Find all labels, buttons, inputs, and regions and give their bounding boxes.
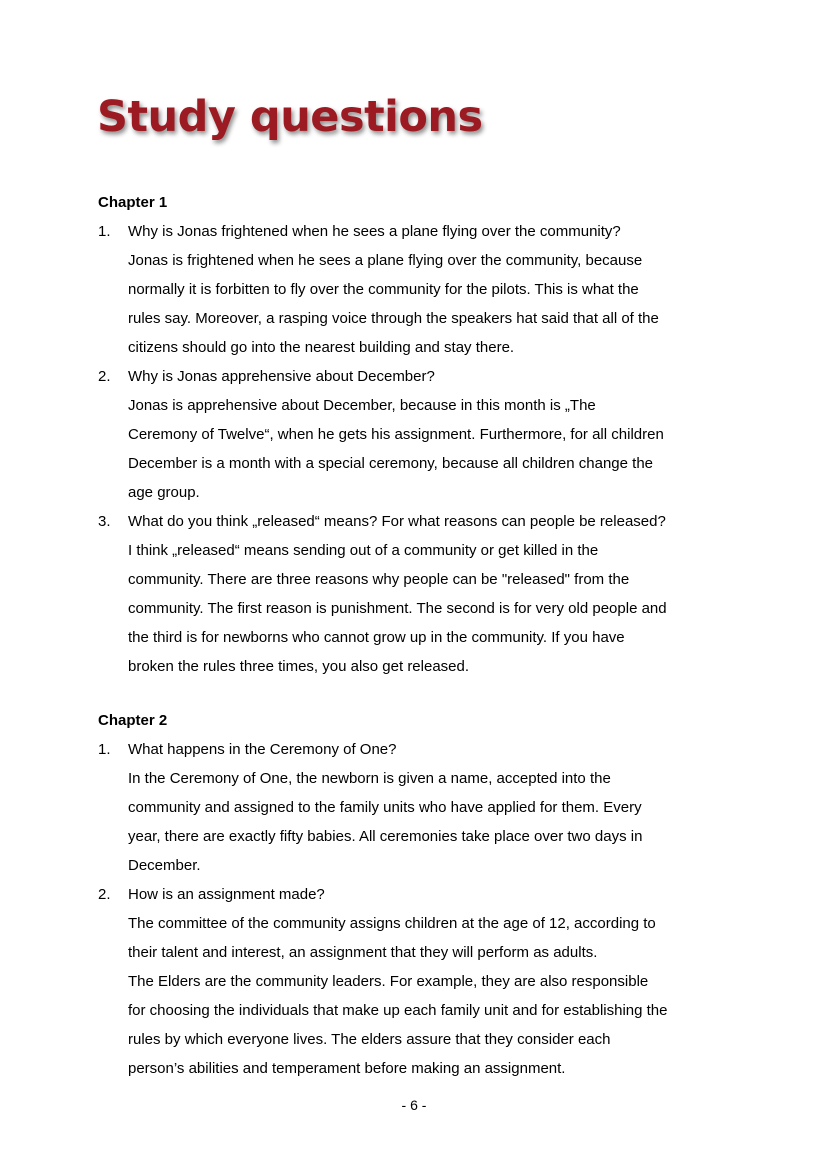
answer-line: December is a month with a special ceremony, because all children change the	[128, 455, 653, 472]
answer-line: broken the rules three times, you also get released.	[128, 658, 470, 675]
question-text: How is an assignment made?	[128, 886, 325, 903]
answer-line: Jonas is frightened when he sees a plane flying over the community, because	[128, 252, 643, 269]
question-item	[98, 507, 738, 681]
answer-line: The Elders are the community leaders. For example, they are also responsible	[128, 973, 649, 990]
question-text: Why is Jonas frightened when he sees a plane flying over the community?	[128, 223, 621, 240]
answer-line: The committee of the community assigns children at the age of 12, according to	[128, 915, 656, 932]
answer-line: Ceremony of Twelve“, when he gets his assignment. Furthermore, for all children	[128, 426, 664, 443]
answer-line: year, there are exactly fifty babies. All ceremonies take place over two days in	[128, 828, 643, 845]
answer-line: rules say. Moreover, a rasping voice through the speakers hat said that all of the	[128, 310, 659, 327]
page-title: Study questions	[97, 92, 483, 142]
answer-line: December.	[128, 857, 201, 874]
question-item	[98, 880, 738, 1083]
chapter-section-2	[98, 706, 738, 1083]
answer-line: their talent and interest, an assignment that they will perform as adults.	[128, 944, 598, 961]
answer-line: citizens should go into the nearest building and stay there.	[128, 339, 515, 356]
answer-line: for choosing the individuals that make up each family unit and for establishing the	[128, 1002, 668, 1019]
answer-line: age group.	[128, 484, 200, 501]
question-item	[98, 217, 738, 362]
question-text: What do you think „released“ means? For what reasons can people be released?	[128, 513, 666, 530]
question-number: 2.	[98, 368, 111, 385]
answer-line: rules by which everyone lives. The elders assure that they consider each	[128, 1031, 611, 1048]
answer-line: I think „released“ means sending out of a community or get killed in the	[128, 542, 599, 559]
answer-line: community. There are three reasons why people can be "released" from the	[128, 571, 630, 588]
question-number: 3.	[98, 513, 111, 530]
answer-line: community. The first reason is punishment. The second is for very old people and	[128, 600, 667, 617]
answer-line: the third is for newborns who cannot grow up in the community. If you have	[128, 629, 625, 646]
question-number: 2.	[98, 886, 111, 903]
answer-line: In the Ceremony of One, the newborn is given a name, accepted into the	[128, 770, 611, 787]
answer-line: Jonas is apprehensive about December, because in this month is „The	[128, 397, 596, 414]
question-text: Why is Jonas apprehensive about December?	[128, 368, 435, 385]
question-number: 1.	[98, 741, 111, 758]
question-item	[98, 735, 738, 880]
answer-line: normally it is forbitten to fly over the community for the pilots. This is what the	[128, 281, 639, 298]
question-item	[98, 362, 738, 507]
chapter-section-1	[98, 188, 738, 681]
chapter-heading: Chapter 2	[98, 712, 168, 729]
answer-line: community and assigned to the family units who have applied for them. Every	[128, 799, 642, 816]
question-number: 1.	[98, 223, 111, 240]
answer-line: person’s abilities and temperament before making an assignment.	[128, 1060, 566, 1077]
page-number: - 6 -	[401, 1097, 427, 1113]
question-text: What happens in the Ceremony of One?	[128, 741, 397, 758]
chapter-heading: Chapter 1	[98, 194, 168, 211]
